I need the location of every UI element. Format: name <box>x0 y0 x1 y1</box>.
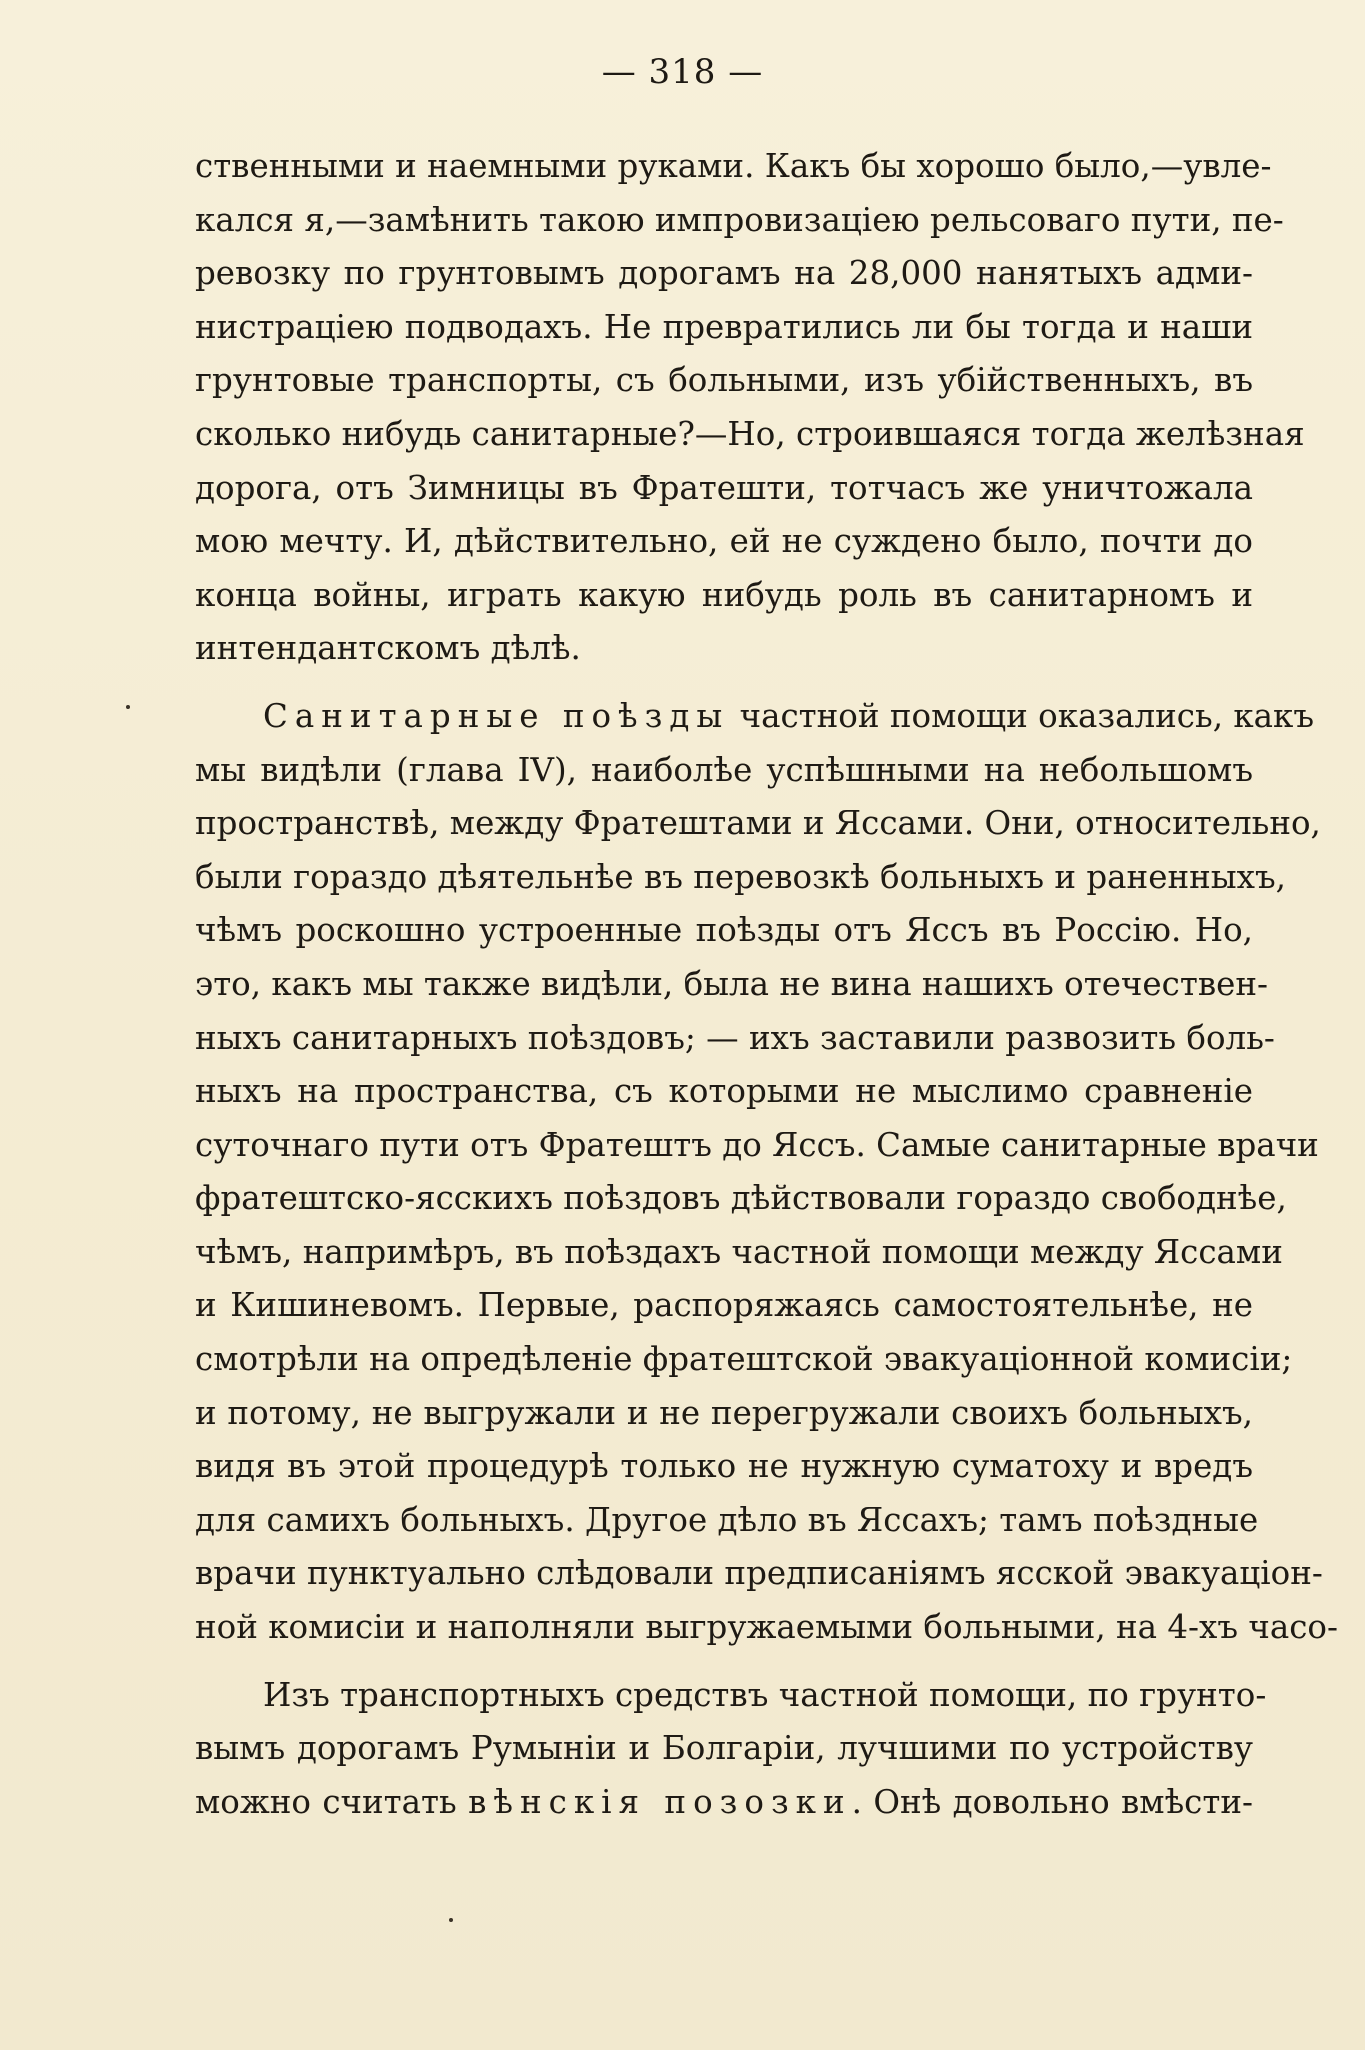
text-line: чѣмъ роскошно устроенные поѣзды отъ Яссъ въ Россiю. Но, <box>195 911 1253 950</box>
page-number: — 318 — <box>601 52 764 92</box>
text-fragment: можно считать <box>195 1782 469 1821</box>
text-line: мою мечту. И, дѣйствительно, ей не суждено было, почти до <box>195 522 1253 561</box>
text-line: грунтовые транспорты, съ больными, изъ убiйственныхъ, въ <box>195 361 1253 400</box>
text-line: сколько нибудь санитарные?—Но, строившаяся тогда желѣзная <box>195 414 1305 453</box>
paragraph-2 <box>195 690 1338 1655</box>
text-line: интендантскомъ дѣлѣ. <box>195 629 581 668</box>
text-line: кался я,—замѣнить такою импровизацiею рельсоваго пути, пе- <box>195 200 1284 239</box>
text-line: чѣмъ, напримѣръ, въ поѣздахъ частной помощи между Яссами <box>195 1232 1283 1271</box>
text-line: и потому, не выгружали и не перегружали своихъ больныхъ, <box>195 1393 1253 1432</box>
text-line: нистрацiею подводахъ. Не превратились ли бы тогда и наши <box>195 307 1253 346</box>
text-line: Изъ транспортныхъ средствъ частной помощи, по грунто- <box>263 1675 1267 1714</box>
spaced-emphasis: Санитарные поѣзды <box>263 696 730 735</box>
page-body <box>195 140 1338 1829</box>
paper-speck <box>126 705 130 709</box>
text-line: ной комисiи и наполняли выгружаемыми больными, на 4-хъ часо- <box>195 1608 1338 1647</box>
text-line: дорога, отъ Зимницы въ Фратешти, тотчасъ же уничтожала <box>195 468 1253 507</box>
paragraph-gap <box>195 676 1253 690</box>
paragraph-3 <box>195 1669 1267 1830</box>
text-line: вымъ дорогамъ Румынiи и Болгарiи, лучшими по устройству <box>195 1729 1253 1768</box>
text-line: пространствѣ, между Фратештами и Яссами. Они, относительно, <box>195 804 1321 843</box>
text-line: это, какъ мы также видѣли, была не вина нашихъ отечествен- <box>195 964 1269 1003</box>
paragraph-1 <box>195 140 1305 676</box>
text-line: ныхъ на пространства, съ которыми не мыслимо сравненiе <box>195 1072 1253 1111</box>
text-line: врачи пунктуально слѣдовали предписанiямъ ясской эвакуацiон- <box>195 1554 1323 1593</box>
text-line: конца войны, играть какую нибудь роль въ санитарномъ и <box>195 575 1253 614</box>
text-line: для самихъ больныхъ. Другое дѣло въ Яссахъ; тамъ поѣздные <box>195 1500 1259 1539</box>
text-line: видя въ этой процедурѣ только не нужную суматоху и вредъ <box>195 1447 1253 1486</box>
text-line <box>195 1776 1253 1830</box>
text-line: ныхъ санитарныхъ поѣздовъ; — ихъ заставили развозить боль- <box>195 1018 1275 1057</box>
text-line: суточнаго пути отъ Фратештъ до Яссъ. Самые санитарные врачи <box>195 1125 1319 1164</box>
spaced-emphasis: вѣнскiя позозки <box>468 1782 852 1821</box>
text-line: мы видѣли (глава IV), наиболѣе успѣшными на небольшомъ <box>195 750 1253 789</box>
paper-speck <box>449 1918 453 1922</box>
text-line: были гораздо дѣятельнѣе въ перевозкѣ больныхъ и раненныхъ, <box>195 857 1286 896</box>
text-line: смотрѣли на опредѣленiе фратештской эвакуацiонной комисiи; <box>195 1340 1293 1379</box>
text-line: и Кишиневомъ. Первые, распоряжаясь самостоятельнѣе, не <box>195 1286 1253 1325</box>
text-fragment: частной помощи оказались, какъ <box>729 696 1315 735</box>
text-line: ственными и наемными руками. Какъ бы хорошо было,—увле- <box>195 147 1272 185</box>
text-fragment: . Онѣ довольно вмѣсти- <box>851 1782 1253 1821</box>
text-line: ревозку по грунтовымъ дорогамъ на 28,000 нанятыхъ адми- <box>195 254 1253 293</box>
text-line: фратештско-ясскихъ поѣздовъ дѣйствовали гораздо свободнѣе, <box>195 1179 1287 1218</box>
text-line <box>195 690 1315 744</box>
paragraph-gap <box>195 1655 1253 1669</box>
